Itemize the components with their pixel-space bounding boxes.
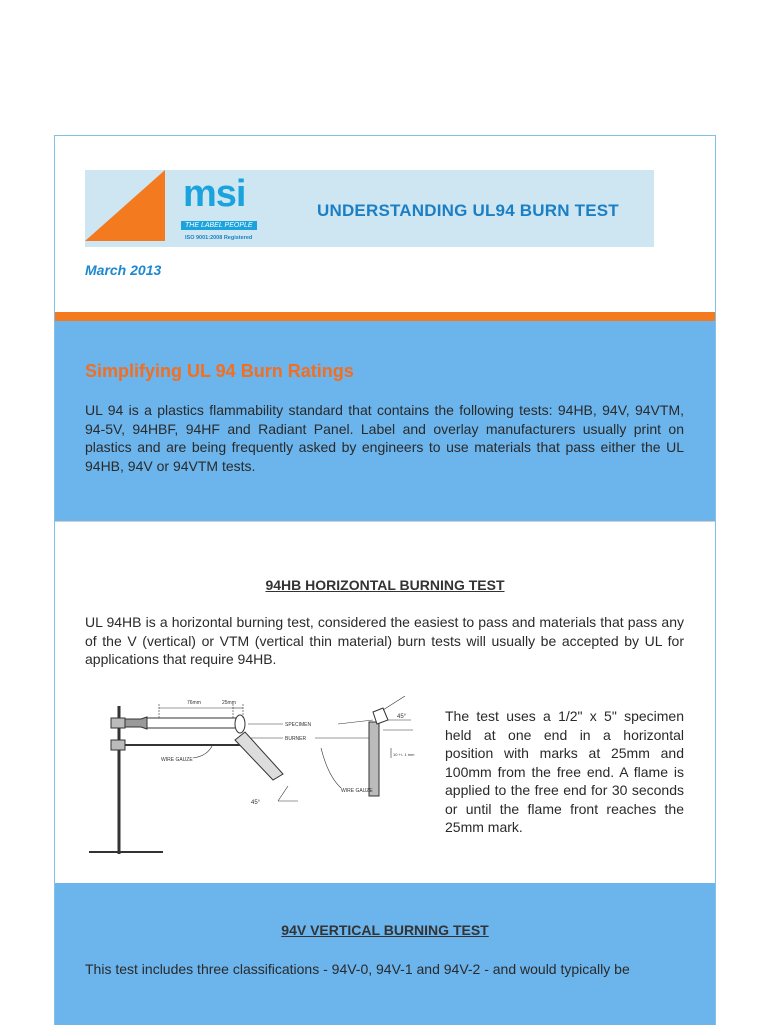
vertical-test-section (55, 883, 715, 1025)
burner-tube (235, 732, 283, 780)
wire-gauze-label-right: WIRE GAUZE (341, 788, 373, 794)
logo-tagline: THE LABEL PEOPLE (181, 221, 257, 230)
vertical-specimen (369, 722, 379, 796)
burner-label: BURNER (285, 736, 307, 742)
angle-top-label: 45° (397, 714, 407, 720)
logo-iso: ISO 9001:2008 Registered (185, 235, 253, 241)
orange-triangle-graphic (85, 170, 181, 247)
dim-76-label: 76mm (187, 700, 201, 706)
hb-paragraph: UL 94HB is a horizontal burning test, considered the easiest to pass and materials that pass any of the V (vertical) or VTM (vertical thin material) burn tests will usually be accepted by UL for applications that require 94HB. (85, 614, 684, 667)
header-banner (85, 170, 654, 247)
specimen-holder (125, 717, 147, 729)
v-test-heading: 94V VERTICAL BURNING TEST (281, 922, 489, 938)
clamp-lower (111, 740, 125, 750)
specimen-label: SPECIMEN (285, 722, 312, 728)
orange-divider (55, 312, 715, 321)
wire-gauze-label-left: WIRE GAUZE (161, 757, 193, 763)
newsletter-frame (54, 135, 716, 1025)
tolerance-label: 10 +/- 1 mm (393, 752, 415, 757)
section-divider (55, 521, 715, 522)
hb-test-heading: 94HB HORIZONTAL BURNING TEST (265, 577, 505, 593)
intro-paragraph: UL 94 is a plastics flammability standard that contains the following tests: 94HB, 94V, 94VTM, 94-5V, 94HBF, 94HF and Radiant Panel. Label and overlay manufacturers usually print on plastics and are being frequently asked by engineers to use materials that pass either the UL 94HB, 94V or 94VTM tests. (85, 402, 684, 474)
banner-title: UNDERSTANDING UL94 BURN TEST (317, 201, 619, 220)
v-test-paragraph: This test includes three classifications - 94V-0, 94V-1 and 94V-2 - and would typically be (85, 961, 630, 977)
dim-25-label: 25mm (222, 700, 236, 706)
section-title: Simplifying UL 94 Burn Ratings (85, 361, 354, 381)
msi-logo (181, 174, 261, 241)
angle-bottom-label: 45° (251, 800, 261, 806)
intro-section (55, 321, 715, 521)
clamp-upper (111, 718, 125, 728)
horizontal-burn-test-diagram (83, 696, 418, 856)
hb-side-paragraph: The test uses a 1/2" x 5" specimen held at one end in a horizontal position with marks at 25mm and 100mm from the free end. A flame is applied to the free end for 30 seconds or until the flame front reaches the 25mm mark. (445, 708, 684, 835)
specimen-bar (147, 718, 241, 728)
logo-wordmark: msi (183, 173, 246, 215)
issue-date: March 2013 (85, 262, 162, 278)
flame (235, 715, 245, 733)
